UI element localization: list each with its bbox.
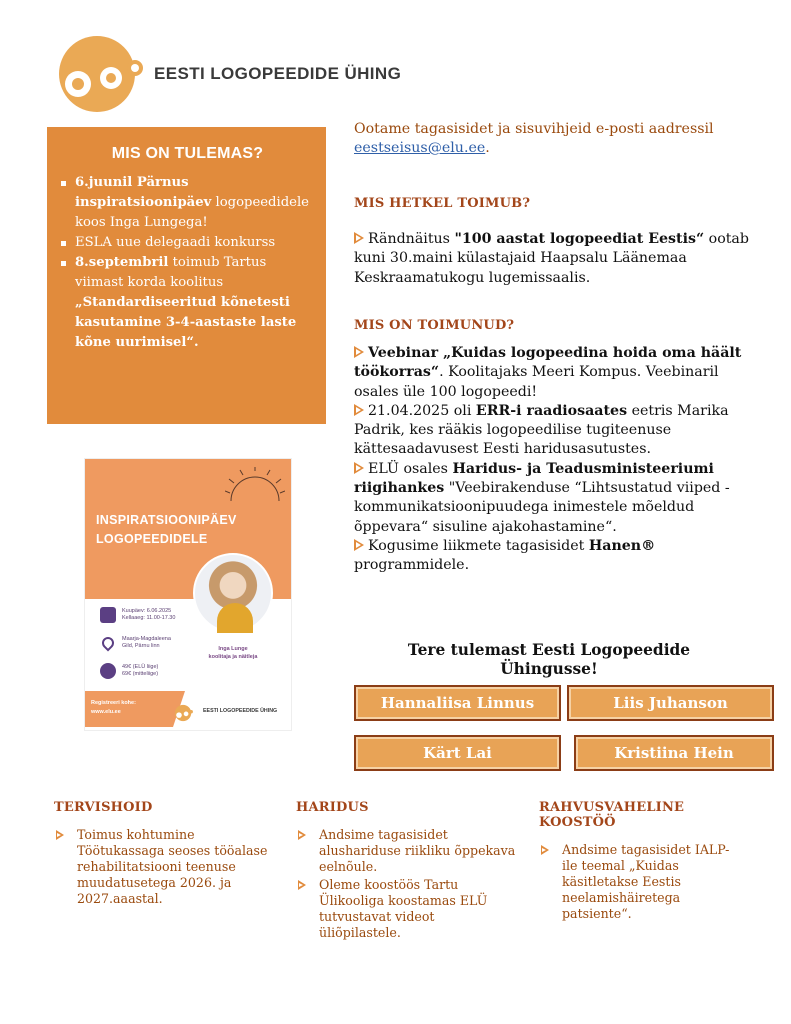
column-tervishoid [54,800,274,909]
done-item [354,460,754,537]
poster-venue: Maarja-Magdaleena Gild, Pärnu linn [122,636,171,649]
now-paragraph [354,230,754,288]
now-pre: Rändnäitus [368,231,455,247]
done-item-text: ELÜ osales [368,460,453,477]
poster-time: Kellaaeg: 11.00-17.30 [122,615,176,621]
member-button-liis[interactable]: Liis Juhanson [567,685,774,721]
item-bold: „Standardiseeritud kõnetesti kasutamine 3-4-aastaste laste kõne uurimisel“. [75,295,297,350]
now-heading: MIS HETKEL TOIMUB? [354,196,531,211]
poster-logo-icon [173,703,203,723]
speaker-caption [197,645,269,661]
done-item-text: Kogusime liikmete tagasisidet [368,537,589,554]
now-text: ootab kuni 30.maini külastajaid Haapsalu Läänemaa Keskraamatukogu lugemissaalis. [354,231,749,286]
event-poster[interactable] [84,458,292,731]
arrow-bullet-icon [354,539,364,551]
column-heading: RAHVUSVAHELINE KOOSTÖÖ [539,800,685,830]
header-logo [50,34,420,112]
done-item [354,344,754,402]
register-url: www.elu.ee [91,709,121,715]
upcoming-list [61,173,314,353]
done-item-bold: Haridus- ja Teadusministeeriumi riigihankes [354,460,714,497]
done-item-bold: Veebinar „Kuidas logopeedina hoida oma häält töökorras“ [354,345,742,381]
sun-icon [225,467,285,507]
upcoming-box [47,127,326,424]
poster-date: Kuupäev: 6.06.2025 [122,608,172,614]
poster-logo-text: EESTI LOGOPEEDIDE ÜHING [203,708,278,714]
arrow-bullet-icon [354,404,364,416]
member-button-kart[interactable]: Kärt Lai [354,735,561,771]
done-item-bold: ERR-i raadiosaates [475,402,628,419]
speaker-role: koolitaja ja näitleja [208,654,258,660]
poster-price: 69€ (mitteliige) [122,671,159,677]
item-text: ESLA uue delegaadi konkurss [75,235,276,250]
now-bold: "100 aastat logopeediat Eestis“ [454,231,705,247]
column-rahvusvaheline [539,800,739,924]
list-item: Andsime tagasisidet IALP-ile teemal „Kuidas käsitletakse Eestis neelamishäiretega patsiente“. [539,842,739,922]
list-item: Andsime tagasisidet alushariduse riikliku õppekava eelnõule. [296,827,516,875]
upcoming-title: MIS ON TULEMAS? [111,145,264,162]
column-haridus [296,800,516,943]
feedback-text: Ootame tagasisidet ja sisuvihjeid e-posti aadressil [354,121,714,137]
poster-title-line: INSPIRATSIOONIPÄEV [96,513,237,527]
list-item: Toimus kohtumine Töötukassaga seoses tööalase rehabilitatsiooni teenuse muudatusetega 2026. ja 2027.aaastal. [54,827,274,907]
poster-price: 49€ (ELÜ liige) [122,664,159,670]
calendar-icon [100,607,116,623]
done-item-text: "Veebirakenduse “Lihtsustatud viiped - kommunikatsioonipuudega inimestele mõeldud õppevara“ sisuline ajakohastamine“. [354,480,730,535]
column-heading: TERVISHOID [54,800,153,815]
poster-price-row [100,663,158,679]
item-text: toimub Tartus viimast korda koolitus [75,255,267,290]
poster-title [96,511,237,549]
speaker-photo [193,553,273,633]
speaker-name: Inga Lunge [218,646,248,652]
item-bold: 6.juunil Pärnus inspiratsioonipäev [75,175,212,210]
done-item-text: . Koolitajaks Meeri Kompus. Veebinaril osales üle 100 logopeedi! [354,364,719,400]
item-text: logopeedidele koos Inga Lungega! [75,195,309,230]
poster-venue-row [100,635,182,651]
list-item [61,253,314,353]
column-heading: HARIDUS [296,800,369,815]
logo-text: EESTI LOGOPEEDIDE ÜHING [154,64,402,83]
done-heading: MIS ON TOIMUNUD? [354,318,515,333]
register-label: Registreeri kohe: [91,700,136,706]
done-paragraph [354,344,754,576]
welcome-heading: Tere tulemast Eesti Logopeedide Ühingusse! [407,641,691,678]
feedback-paragraph [354,120,754,158]
member-button-hannaliisa[interactable]: Hannaliisa Linnus [354,685,561,721]
arrow-bullet-icon [354,346,364,358]
done-item-text: 21.04.2025 oli [368,402,476,419]
arrow-bullet-icon [354,462,364,474]
done-item-text: programmidele. [354,557,470,574]
member-button-kristiina[interactable]: Kristiina Hein [574,735,774,771]
poster-title-line: LOGOPEEDIDELE [96,532,208,546]
done-item [354,537,754,576]
location-pin-icon [100,635,117,652]
done-item-text: eetris Marika Padrik, kes rääkis logopeedilise tugiteenuse kättesaadavusest Eesti haridusasutustes. [354,402,729,458]
poster-register [91,699,136,717]
euro-icon [100,663,116,679]
item-bold: 8.septembril [75,255,169,270]
list-item [61,173,314,233]
list-item: Oleme koostöös Tartu Ülikooliga koostamas ELÜ tutvustavat videot üliõpilastele. [296,877,516,941]
feedback-email-link[interactable]: eestseisus@elu.ee [354,140,486,156]
feedback-suffix: . [485,140,490,156]
list-item [61,233,314,253]
done-item [354,402,754,460]
poster-date-row [100,607,175,623]
arrow-bullet-icon [354,232,364,244]
done-item-bold: Hanen® [588,537,656,554]
